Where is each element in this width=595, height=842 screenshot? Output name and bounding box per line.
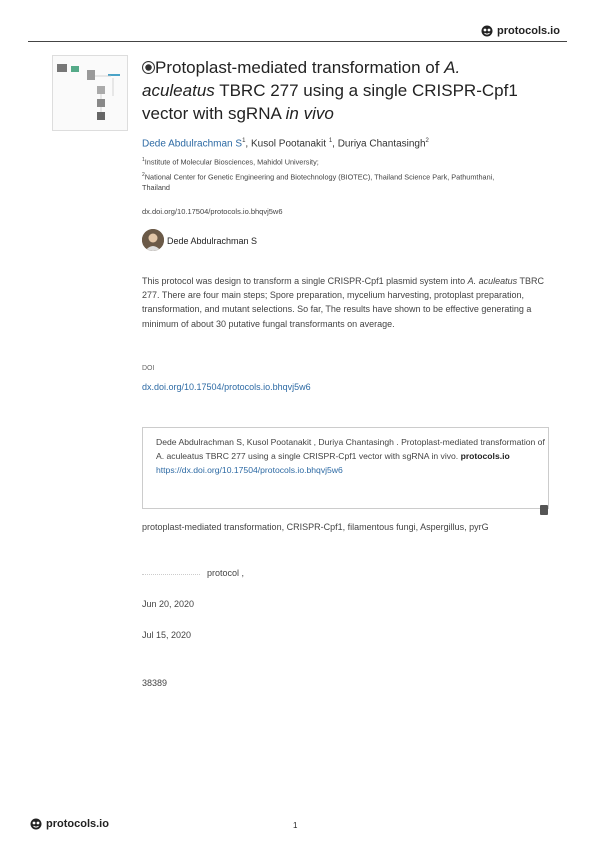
doi-label: DOI <box>142 365 155 372</box>
author-list <box>142 138 429 149</box>
protocols-logo-icon <box>481 25 493 37</box>
abstract: This protocol was design to transform a single CRISPR-Cpf1 plasmid system into A. aculeatus TBRC 277. There are four main steps; Spore preparation, mycelium harvesting, protoplast preparation, transformation, and mutant selections. So far, The results have shown to be effective generating a minimum of about 30 putative fungal transformants on average. <box>142 276 545 329</box>
protocol-id: 38389 <box>142 678 168 688</box>
protocol-title <box>142 56 522 125</box>
author-card-name[interactable]: Dede Abdulrachman S <box>167 236 258 246</box>
document-icon[interactable] <box>540 505 548 515</box>
author-2-sup: 1 <box>328 138 333 144</box>
footer-brand-label: protocols.io <box>46 818 109 830</box>
protocols-badge-icon <box>142 61 155 74</box>
header-brand[interactable] <box>481 25 560 37</box>
author-1-sup: 1 <box>242 138 246 144</box>
abstract-italic-species: A. aculeatus <box>467 276 518 286</box>
page-number: 1 <box>293 821 298 830</box>
author-2: , Kusol Pootanakit <box>245 138 329 150</box>
keywords: protoplast-mediated transformation, CRISPR-Cpf1, filamentous fungi, Aspergillus, pyrG <box>142 522 489 532</box>
protocols-logo-icon <box>30 818 42 830</box>
header-rule <box>28 41 567 42</box>
doi-short: dx.doi.org/10.17504/protocols.io.bhqvj5w6 <box>142 207 283 216</box>
header-brand-label: protocols.io <box>497 25 560 37</box>
title-italic-species: A. aculeatus <box>142 58 461 100</box>
created-date: Jun 20, 2020 <box>142 599 195 609</box>
author-1[interactable]: Dede Abdulrachman S <box>142 138 243 150</box>
placeholder-rule <box>142 574 200 576</box>
title-italic-invivo: in vivo <box>285 104 334 123</box>
workflow-diagram-icon <box>53 56 127 130</box>
citation-text: Dede Abdulrachman S, Kusol Pootanakit , Duriya Chantasingh . Protoplast-mediated transformation of A. aculeatus TBRC 277 using a single CRISPR-Cpf1 vector with sgRNA in vivo. <box>156 437 545 461</box>
updated-date: Jul 15, 2020 <box>142 630 192 640</box>
affiliation-2: $^2$National Center for Genetic Engineering and Biotechnology (BIOTEC), Thailand Science Park, Pathumthani, Thailand <box>142 172 495 193</box>
citation-brand: protocols.io <box>460 451 510 461</box>
author-3: , Duriya Chantasingh <box>332 138 426 150</box>
citation-box <box>142 427 549 509</box>
title-part1: Protoplast-mediated transformation of <box>155 58 445 77</box>
protocol-thumbnail <box>52 55 128 131</box>
protocol-type: protocol , <box>207 568 245 578</box>
avatar <box>142 229 164 251</box>
citation-link[interactable]: https://dx.doi.org/10.17504/protocols.io.bhqvj5w6 <box>156 465 343 475</box>
affiliation-1: $^1$Institute of Molecular Biosciences, Mahidol University; <box>142 157 319 167</box>
author-3-sup: 2 <box>425 138 429 144</box>
footer-brand[interactable] <box>30 818 109 830</box>
title-part2: TBRC 277 using a single CRISPR-Cpf1 vector with sgRNA <box>142 81 518 123</box>
person-icon <box>142 229 164 251</box>
doi-link[interactable]: dx.doi.org/10.17504/protocols.io.bhqvj5w6 <box>142 382 311 392</box>
